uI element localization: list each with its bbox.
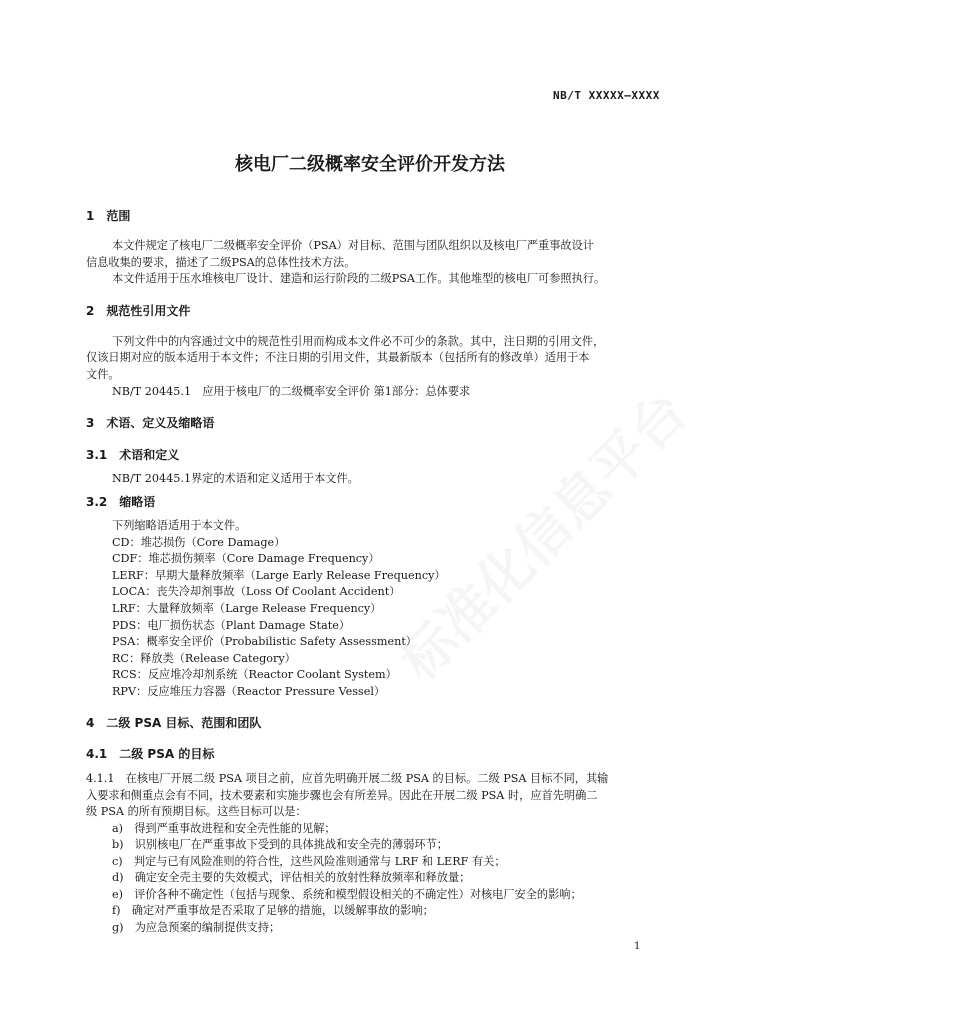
- abbr-item: RC：释放类（Release Category）: [112, 652, 296, 665]
- abbr-item: LERF：早期大量释放频率（Large Early Release Frequency）: [112, 569, 446, 582]
- section-2-line-3: 文件。: [86, 368, 120, 381]
- goal-item: b) 识别核电厂在严重事故下受到的具体挑战和安全壳的薄弱环节；: [112, 838, 448, 851]
- section-1-heading: 1 范围: [86, 209, 131, 223]
- abbr-item: LOCA：丧失冷却剂事故（Loss Of Coolant Accident）: [112, 585, 401, 598]
- document-title: 核电厂二级概率安全评价开发方法: [235, 154, 505, 175]
- goal-item: g) 为应急预案的编制提供支持；: [112, 921, 281, 934]
- section-1-line-3: 本文件适用于压水堆核电厂设计、建造和运行阶段的二级PSA工作。其他堆型的核电厂可参照执行。: [112, 272, 606, 285]
- abbr-item: RCS：反应堆冷却剂系统（Reactor Coolant System）: [112, 668, 397, 681]
- goal-item: c) 判定与已有风险准则的符合性，这些风险准则通常与 LRF 和 LERF 有关；: [112, 855, 506, 868]
- abbr-item: PDS：电厂损伤状态（Plant Damage State）: [112, 619, 351, 632]
- abbr-item: PSA：概率安全评价（Probabilistic Safety Assessment）: [112, 635, 417, 648]
- abbr-item: CD：堆芯损伤（Core Damage）: [112, 536, 286, 549]
- goal-item: f) 确定对严重事故是否采取了足够的措施，以缓解事故的影响；: [112, 904, 434, 917]
- page-number: 1: [634, 941, 641, 952]
- abbr-intro: 下列缩略语适用于本文件。: [112, 519, 247, 532]
- section-4-1-heading: 4.1 二级 PSA 的目标: [86, 747, 215, 761]
- section-4-heading: 4 二级 PSA 目标、范围和团队: [86, 716, 262, 730]
- abbr-item: RPV：反应堆压力容器（Reactor Pressure Vessel）: [112, 685, 386, 698]
- section-3-2-heading: 3.2 缩略语: [86, 495, 156, 509]
- goal-item: d) 确定安全壳主要的失效模式，评估相关的放射性释放频率和释放量；: [112, 871, 471, 884]
- section-1-line-2: 信息收集的要求，描述了二级PSA的总体性技术方法。: [86, 256, 356, 269]
- goal-item: a) 得到严重事故进程和安全壳性能的见解；: [112, 822, 336, 835]
- section-3-1-line: NB/T 20445.1界定的术语和定义适用于本文件。: [112, 472, 359, 485]
- section-4-1-1-line-1: 4.1.1 在核电厂开展二级 PSA 项目之前，应首先明确开展二级 PSA 的目标。二级 PSA 目标不同，其输: [86, 772, 609, 785]
- abbr-item: LRF：大量释放频率（Large Release Frequency）: [112, 602, 382, 615]
- section-2-line-2: 仅该日期对应的版本适用于本文件；不注日期的引用文件，其最新版本（包括所有的修改单）适用于本: [86, 351, 590, 364]
- section-4-1-1-line-3: 级 PSA 的所有预期目标。这些目标可以是：: [86, 805, 307, 818]
- section-4-1-1-line-2: 入要求和侧重点会有不同，技术要素和实施步骤也会有所差异。因此在开展二级 PSA 时，应首先明确二: [86, 789, 598, 802]
- abbr-item: CDF：堆芯损伤频率（Core Damage Frequency）: [112, 552, 380, 565]
- section-2-reference: NB/T 20445.1 应用于核电厂的二级概率安全评价 第1部分：总体要求: [112, 385, 471, 398]
- section-3-heading: 3 术语、定义及缩略语: [86, 416, 215, 430]
- section-2-line-1: 下列文件中的内容通过文中的规范性引用而构成本文件必不可少的条款。其中，注日期的引用文件，: [112, 335, 605, 348]
- section-2-heading: 2 规范性引用文件: [86, 304, 191, 318]
- section-1-line-1: 本文件规定了核电厂二级概率安全评价（PSA）对目标、范围与团队组织以及核电厂严重事故设计: [112, 239, 594, 252]
- doc-number: NB/T XXXXX—XXXX: [553, 89, 660, 102]
- goal-item: e) 评价各种不确定性（包括与现象、系统和模型假设相关的不确定性）对核电厂安全的影响；: [112, 888, 582, 901]
- watermark: [380, 373, 702, 695]
- section-3-1-heading: 3.1 术语和定义: [86, 448, 180, 462]
